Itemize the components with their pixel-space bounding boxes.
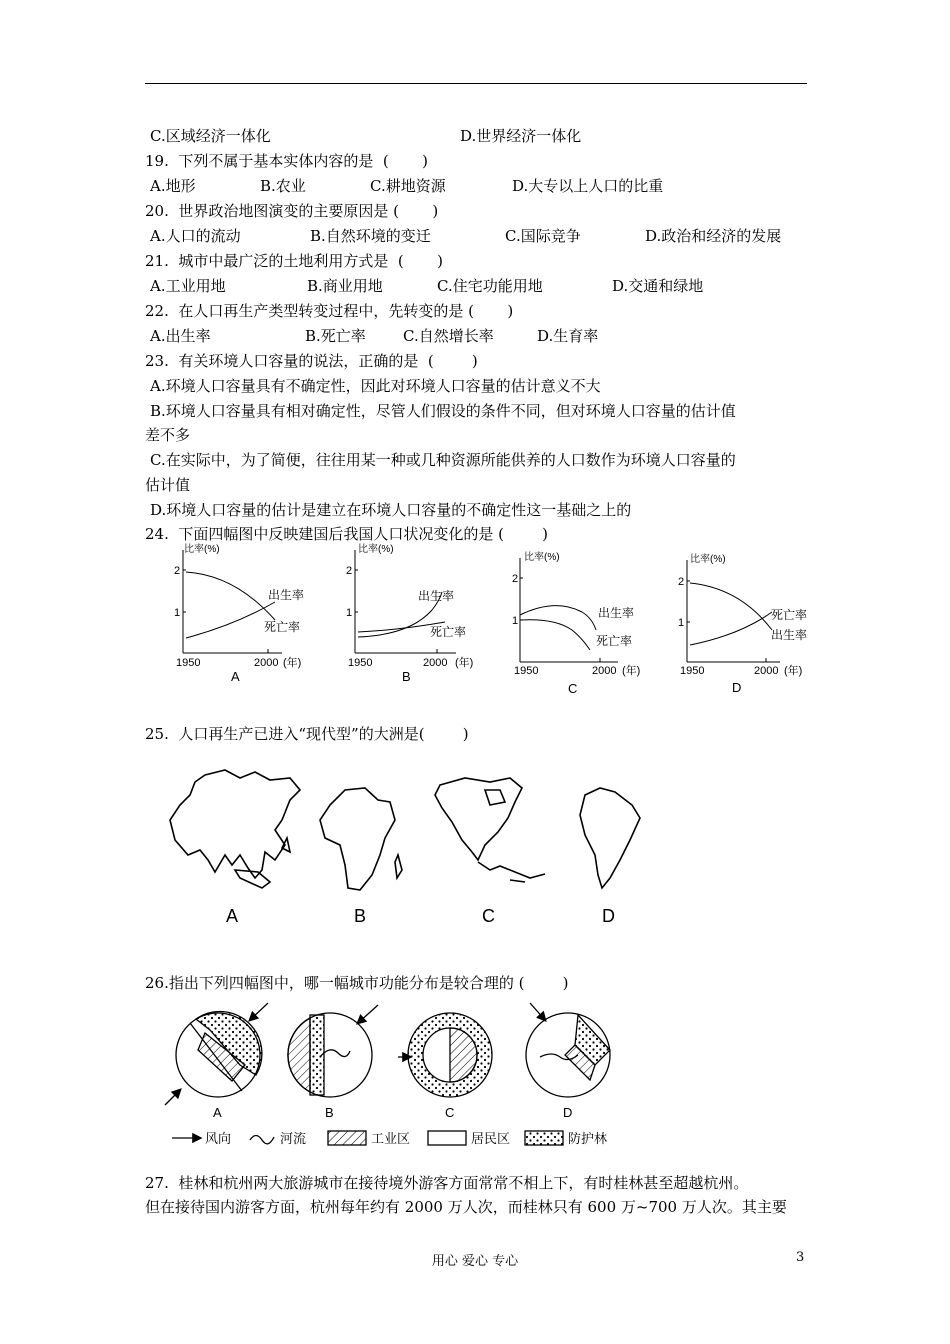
- q19-option-c: C.耕地资源: [370, 177, 446, 195]
- city-diagram-b: [288, 1005, 378, 1097]
- q20-stem: 20. 世界政治地图演变的主要原因是 ( ): [145, 202, 439, 220]
- map-label-c: C: [482, 906, 495, 926]
- q19-option-a: A.地形: [150, 177, 196, 195]
- q20-option-a: A.人口的流动: [150, 227, 241, 245]
- graph-b-letter: B: [402, 669, 411, 684]
- graph-d-birth-label: 出生率: [771, 628, 808, 642]
- south-america-map: [580, 788, 640, 888]
- q21-option-b: B.商业用地: [307, 277, 383, 295]
- q23-option-a: A.环境人口容量具有不确定性，因此对环境人口容量的估计意义不大: [150, 377, 601, 395]
- asia-map: [170, 770, 300, 878]
- q22-option-d: D.生育率: [537, 327, 599, 345]
- graph-c-x1: 1950: [514, 665, 539, 677]
- map-label-b: B: [354, 906, 367, 926]
- graph-d-x2: 2000: [754, 665, 779, 677]
- graph-d-y1: 1: [678, 617, 685, 629]
- legend-wind: 风向: [205, 1131, 232, 1146]
- graph-a-birth-label: 出生率: [268, 588, 305, 602]
- graph-c-y1: 1: [512, 615, 519, 627]
- legend-residential: 居民区: [471, 1131, 511, 1146]
- graph-c: [512, 550, 640, 696]
- graph-a-ylabel: 比率(%): [184, 544, 220, 555]
- q20-option-c: C.国际竞争: [505, 227, 581, 245]
- graph-a-letter: A: [231, 669, 240, 684]
- q18-option-c: C.区域经济一体化: [150, 127, 271, 145]
- graph-c-x2: 2000: [592, 665, 617, 677]
- graph-d-y2: 2: [678, 576, 685, 588]
- q23-option-b-line1: B.环境人口容量具有相对确定性，尽管人们假设的条件不同，但对环境人口容量的估计值: [150, 402, 736, 420]
- graph-b-ylabel: 比率(%): [358, 544, 394, 555]
- graph-b-birth-label: 出生率: [418, 589, 455, 603]
- north-america-map: [435, 778, 522, 860]
- q23-option-c-line1: C.在实际中，为了简便，往往用某一种或几种资源所能供养的人口数作为环境人口容量的: [150, 451, 736, 469]
- graph-b-death-label: 死亡率: [430, 625, 467, 639]
- city-label-c: C: [445, 1105, 455, 1120]
- city-label-d: D: [563, 1105, 573, 1120]
- q23-option-d: D.环境人口容量的估计是建立在环境人口容量的不确定性这一基础之上的: [150, 501, 632, 519]
- q23-option-b-line2: 差不多: [145, 426, 191, 444]
- graph-d-x1: 1950: [680, 665, 705, 677]
- q22-stem: 22. 在人口再生产类型转变过程中，先转变的是 ( ): [145, 302, 514, 320]
- q21-option-c: C.住宅功能用地: [437, 277, 543, 295]
- q19-option-d: D.大专以上人口的比重: [512, 177, 664, 195]
- legend-river: 河流: [280, 1131, 307, 1146]
- graph-a-x2: 2000: [254, 657, 279, 669]
- q22-option-b: B.死亡率: [305, 327, 366, 345]
- graph-d-xunit: (年): [784, 665, 803, 677]
- graph-b: [346, 542, 473, 684]
- q22-option-c: C.自然增长率: [403, 327, 494, 345]
- graph-d: [678, 552, 807, 695]
- q20-option-d: D.政治和经济的发展: [645, 227, 782, 245]
- map-label-d: D: [602, 906, 615, 926]
- graph-a-y2: 2: [174, 565, 181, 577]
- q19-stem: 19. 下列不属于基本实体内容的是 ( ): [145, 152, 429, 170]
- q26-stem: 26.指出下列四幅图中，哪一幅城市功能分布是较合理的 ( ): [145, 974, 569, 992]
- q22-option-a: A.出生率: [150, 327, 211, 345]
- graph-b-xunit: (年): [455, 657, 474, 669]
- map-label-a: A: [226, 906, 239, 926]
- legend-industry: 工业区: [371, 1131, 411, 1146]
- graph-c-ylabel: 比率(%): [524, 552, 560, 563]
- graph-a-xunit: (年): [283, 657, 302, 669]
- q26-city-diagrams: [0, 995, 950, 1155]
- q18-option-d: D.世界经济一体化: [460, 127, 582, 145]
- africa-map: [320, 788, 395, 890]
- graph-a-death-label: 死亡率: [264, 620, 301, 634]
- graph-c-xunit: (年): [622, 665, 641, 677]
- graph-a: [174, 542, 304, 684]
- q24-stem: 24. 下面四幅图中反映建国后我国人口状况变化的是 ( ): [145, 525, 549, 543]
- q24-graphs: [0, 540, 950, 700]
- q23-option-c-line2: 估计值: [145, 476, 191, 494]
- graph-d-letter: D: [732, 680, 742, 695]
- graph-b-x2: 2000: [423, 657, 448, 669]
- page-footer: 用心 爱心 专心: [431, 1254, 519, 1269]
- graph-a-y1: 1: [174, 607, 181, 619]
- legend-forest: 防护林: [568, 1131, 608, 1146]
- page-number: 3: [796, 1250, 805, 1265]
- city-diagram-d: [526, 1003, 610, 1097]
- city-label-a: A: [213, 1105, 222, 1120]
- graph-d-ylabel: 比率(%): [690, 554, 726, 565]
- q25-stem: 25. 人口再生产已进入“现代型”的大洲是( ): [145, 725, 469, 743]
- graph-c-birth-label: 出生率: [598, 606, 635, 620]
- city-label-b: B: [325, 1105, 334, 1120]
- graph-a-x1: 1950: [176, 657, 201, 669]
- city-diagram-c: [398, 1013, 492, 1097]
- q23-stem: 23. 有关环境人口容量的说法，正确的是 ( ): [145, 352, 478, 370]
- q27-line1: 27. 桂林和杭州两大旅游城市在接待境外游客方面常常不相上下，有时桂林甚至超越杭州。: [145, 1174, 749, 1192]
- q25-continent-maps: [0, 760, 950, 935]
- q27-line2: 但在接待国内游客方面，杭州每年约有 2000 万人次，而桂林只有 600 万~700 万人次。其主要: [145, 1198, 787, 1216]
- q19-option-b: B.农业: [260, 177, 306, 195]
- q21-option-a: A.工业用地: [150, 277, 226, 295]
- q21-option-d: D.交通和绿地: [612, 277, 704, 295]
- q20-option-b: B.自然环境的变迁: [310, 227, 431, 245]
- header-rule: [145, 83, 807, 84]
- graph-c-letter: C: [568, 681, 578, 696]
- graph-b-y2: 2: [346, 565, 353, 577]
- q21-stem: 21. 城市中最广泛的土地利用方式是 ( ): [145, 252, 444, 270]
- graph-c-death-label: 死亡率: [596, 634, 633, 648]
- graph-c-y2: 2: [512, 573, 519, 585]
- city-diagram-a: [165, 1003, 268, 1105]
- graph-b-y1: 1: [346, 607, 353, 619]
- graph-b-x1: 1950: [348, 657, 373, 669]
- graph-d-death-label: 死亡率: [771, 608, 808, 622]
